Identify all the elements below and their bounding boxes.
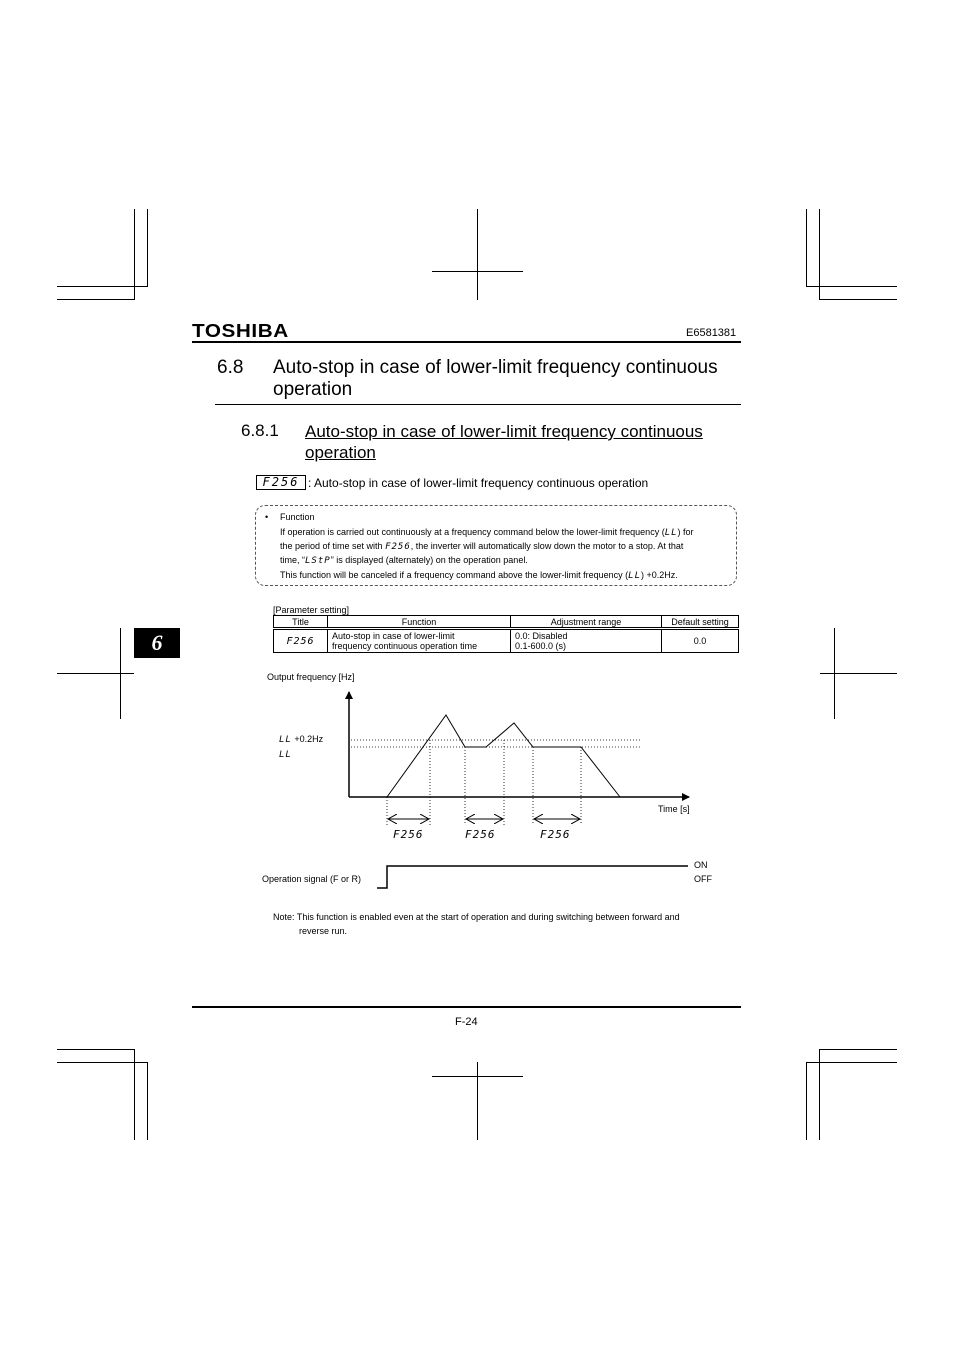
column-header: Default setting — [662, 616, 739, 629]
subsection-number: 6.8.1 — [241, 421, 279, 440]
text: , the inverter will automatically slow down the motor to a stop. At that — [410, 541, 684, 551]
f256-code: F256 — [385, 542, 411, 552]
interval-label: F256 — [465, 828, 496, 841]
column-header: Title — [274, 616, 328, 629]
frequency-curve — [387, 715, 620, 797]
text: 0.0: Disabled — [515, 631, 568, 641]
on-label: ON — [694, 860, 708, 870]
interval-label: F256 — [393, 828, 424, 841]
text: ) for — [677, 527, 694, 537]
ll-code: LL — [664, 528, 678, 538]
f256-code: F256 — [286, 635, 315, 647]
parameter-setting-label: [Parameter setting] — [273, 605, 350, 615]
lstp-code: LStP — [305, 556, 331, 566]
parameter-code: F256 — [256, 475, 306, 490]
operation-signal — [377, 866, 688, 888]
column-header: Adjustment range — [511, 616, 662, 629]
parameter-description: : Auto-stop in case of lower-limit frequency continuous operation — [308, 476, 649, 490]
text: the period of time set with — [280, 541, 383, 551]
bullet: • — [265, 512, 269, 522]
chapter-tab: 6 — [134, 628, 180, 658]
text: frequency continuous operation time — [332, 641, 478, 651]
x-axis-label: Time [s] — [658, 804, 690, 814]
text: +0.2Hz — [294, 734, 324, 744]
cell-default: 0.0 — [662, 629, 739, 653]
text: ) +0.2Hz. — [641, 570, 678, 580]
text: This function will be canceled if a frequency command above the lower-limit frequency ( — [280, 570, 629, 580]
text: If operation is carried out continuously at a frequency command below the lower-limit frequency ( — [280, 527, 665, 537]
subsection-title: Auto-stop in case of lower-limit frequency continuous operation — [305, 422, 703, 462]
function-heading: Function — [280, 512, 315, 522]
ll-code: LL — [628, 571, 642, 581]
off-label: OFF — [694, 874, 712, 884]
y-axis-label: Output frequency [Hz] — [267, 672, 355, 682]
operation-signal-label: Operation signal (F or R) — [262, 874, 362, 884]
text: 0.1-600.0 (s) — [515, 641, 567, 651]
ll-code: LL — [279, 750, 292, 760]
interval-label: F256 — [540, 828, 571, 841]
column-header: Function — [328, 616, 511, 629]
page-number: F-24 — [455, 1016, 478, 1028]
ll-code: LL — [279, 735, 292, 745]
text: ” is displayed (alternately) on the operation panel. — [330, 555, 528, 565]
note-line-2: reverse run. — [299, 926, 348, 936]
section-title: Auto-stop in case of lower-limit frequency continuous operation — [273, 357, 718, 400]
section-number: 6.8 — [217, 357, 244, 378]
text: Auto-stop in case of lower-limit — [332, 631, 455, 641]
note-line-1: Note: This function is enabled even at the start of operation and during switching between forward and — [273, 912, 680, 922]
footer-rule — [192, 1006, 741, 1008]
toshiba-logo: TOSHIBA — [192, 321, 289, 341]
text: time, “ — [280, 555, 306, 565]
doc-number: E6581381 — [686, 327, 737, 339]
